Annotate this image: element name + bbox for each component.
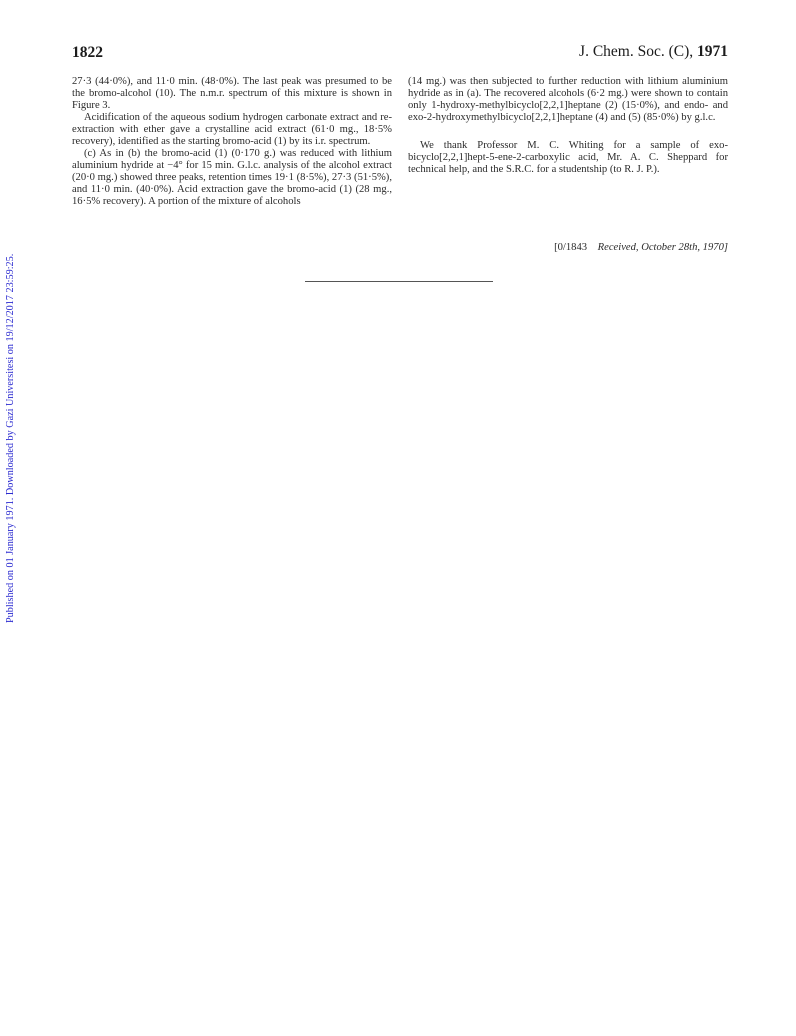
manuscript-ref: [0/1843 — [554, 242, 588, 253]
paragraph: (c) As in (b) the bromo-acid (1) (0·170 g.) was reduced with lithium aluminium hydride at −4° for 15 min. G.l.c. analysis of the alcohol extract (20·0 mg.) showed three peaks, retention times 19·1 (8·5%), 27·3 (51·5%), and 11·0 min. (40·0%). Acid extraction gave the bromo-acid (1) (28 mg., 16·5% recovery). A portion of the mixture of alcohols — [72, 148, 392, 208]
running-head — [579, 43, 728, 61]
end-rule — [305, 281, 493, 282]
journal-name: J. Chem. Soc. (C), — [579, 43, 694, 60]
page-number: 1822 — [72, 44, 103, 61]
received-date — [408, 242, 728, 254]
paragraph: 27·3 (44·0%), and 11·0 min. (48·0%). The last peak was presumed to be the bromo-alcohol (10). The n.m.r. spectrum of this mixture is shown in Figure 3. — [72, 76, 392, 112]
journal-year: 1971 — [697, 43, 728, 60]
download-notice-text: Published on 01 January 1971. Downloaded by Gazi Universitesi on 19/12/2017 23:59:25. — [5, 253, 16, 623]
received-text: Received, October 28th, 1970] — [597, 242, 728, 253]
download-notice — [5, 177, 17, 623]
paragraph: Acidification of the aqueous sodium hydrogen carbonate extract and re-extraction with ether gave a crystalline acid extract (61·0 mg., 18·5% recovery), identified as the starting bromo-acid (1) by its i.r. spectrum. — [72, 112, 392, 148]
right-column — [408, 76, 728, 176]
paragraph: (14 mg.) was then subjected to further reduction with lithium aluminium hydride as in (a). The recovered alcohols (6·2 mg.) were shown to contain only 1-hydroxy-methylbicyclo[2,2,1]heptane (2) (15·0%), and endo- and exo-2-hydroxymethylbicyclo[2,2,1]heptane (4) and (5) (85·0%) by g.l.c. — [408, 76, 728, 124]
left-column — [72, 76, 392, 209]
acknowledgements: We thank Professor M. C. Whiting for a sample of exo-bicyclo[2,2,1]hept-5-ene-2-carboxylic acid, Mr. A. C. Sheppard for technical help, and the S.R.C. for a studentship (to R. J. P.). — [408, 140, 728, 176]
